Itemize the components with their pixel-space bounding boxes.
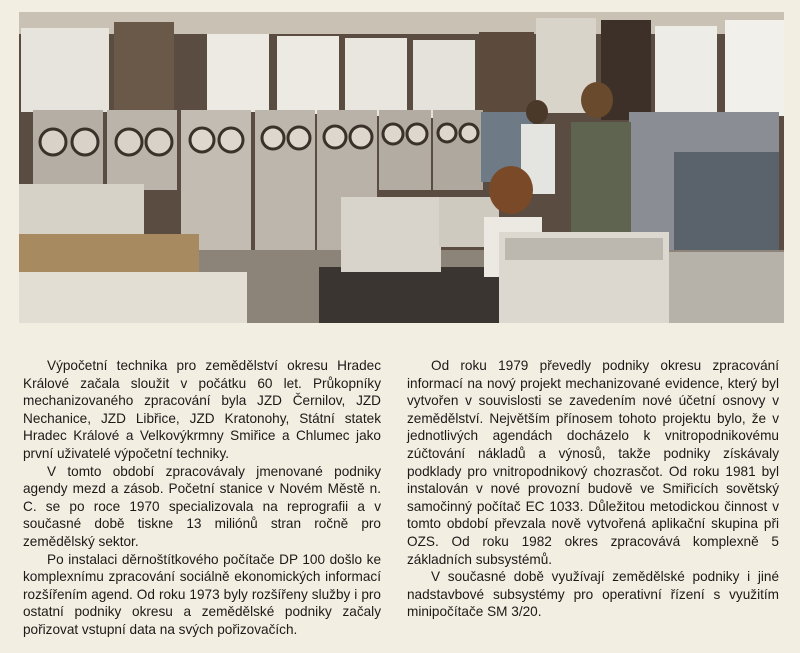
paragraph-2: V tomto období zpracovávaly jmenované podniky agendy mezd a zásob. Početní stanice v Novém Městě n. C. se po roce 1970 specializovala na reprografii a v současné době tiskne 13 miliónů stran ročně pro zemědělský sektor. — [23, 463, 381, 549]
paragraph-1: Výpočetní technika pro zemědělství okresu Hradec Králové začala sloužit v počátku 60 let. Průkopníky mechanizovaného zpracování byla JZD Černilov, JZD Nechanice, JZD Libřice, JZD Kratonohy, Státní statek Hradec Králové a Velkovýkrmny Smiřice a Chlumec jako první uživatelé výpočetní techniky. — [23, 358, 381, 461]
paragraph-5: V současné době využívají zemědělské podniky i jiné nadstavbové subsystémy pro operativní řízení s využitím minipočítače SM 3/20. — [407, 569, 779, 620]
computer-room-image — [19, 12, 784, 323]
paragraph-4: Od roku 1979 převedly podniky okresu zpracování informací na nový projekt mechanizované evidence, který byl vytvořen v souvislosti se zavedením nové účetní osnovy v zemědělství. Největším přínosem tohoto projektu bylo, že v jednotlivých agendách docházelo k vnitropodnikovému zúčtování nákladů a výnosů, takže podniky získávaly podklady pro vnitropodnikový chozrasčot. Od roku 1981 byl instalován v nové provozní budově ve Smiřicích sovětský samočinný počítač EC 1033. Důležitou metodickou činnost v tomto období převzala nově vytvořená aplikační skupina při OZS. Od roku 1982 okres zpracovává komplexně 5 základních subsystémů. — [407, 358, 779, 567]
left-text-column — [23, 357, 381, 639]
computer-room-photo — [19, 12, 784, 323]
right-text-column — [407, 357, 779, 621]
paragraph-3: Po instalaci děrnoštítkového počítače DP 100 došlo ke komplexnímu zpracování sociálně ekonomických informací rozšířením agend. Od roku 1973 byly rozšířeny služby i pro ostatní podniky okresu a zemědělské podniky začaly pořizovat vstupní data na svých pořizovačích. — [23, 551, 381, 637]
